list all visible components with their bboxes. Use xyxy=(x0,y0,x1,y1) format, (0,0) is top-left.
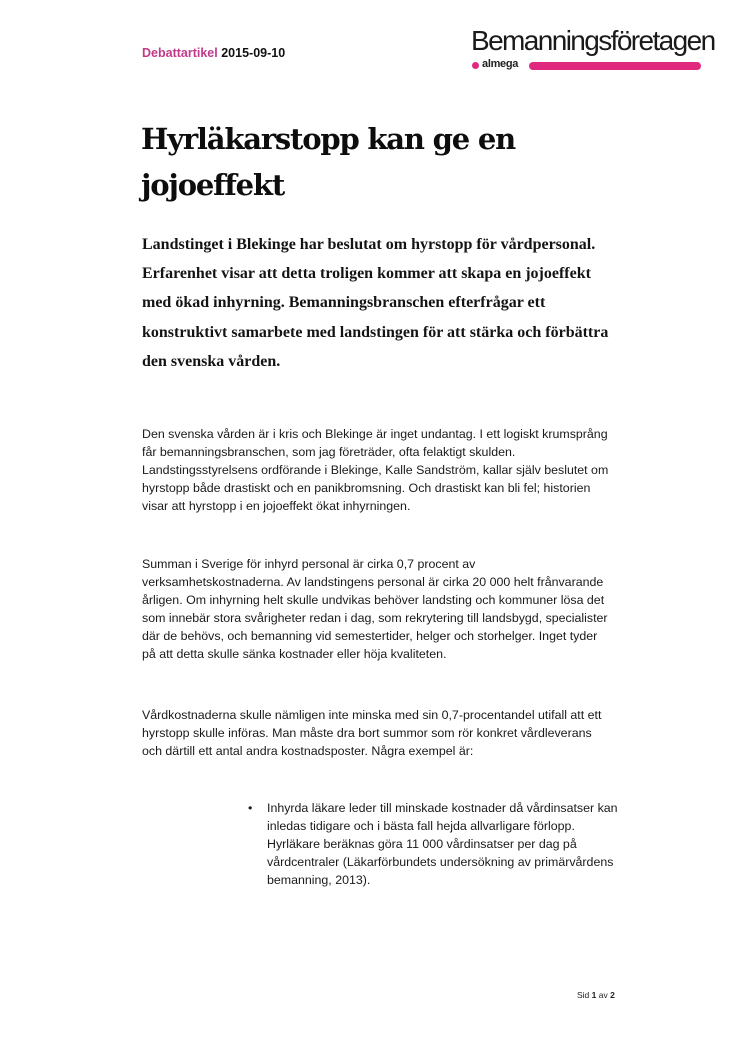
page-current: 1 xyxy=(591,990,597,1000)
page-total: 2 xyxy=(610,990,615,1000)
article-title: Hyrläkarstopp kan ge en jojoeffekt xyxy=(141,122,516,202)
logo-subbrand: almega xyxy=(482,58,519,70)
bullet-list xyxy=(248,799,618,889)
logo-accent-bar xyxy=(529,62,701,70)
article-meta xyxy=(142,46,285,60)
article-lead: Landstinget i Blekinge har beslutat om hyrstopp för vårdpersonal. Erfarenhet visar att detta troligen kommer att skapa en jojoeffekt med ökad inhyrning. Bemanningsbranschen efterfrågar ett konstruktivt samarbete med landstingen för att stärka och förbättra den svenska vården. xyxy=(142,236,609,370)
page-number xyxy=(577,990,615,1000)
logo-dot-icon xyxy=(472,62,479,69)
logo-wordmark: Bemanningsföretagen xyxy=(471,25,715,56)
bullet-icon: • xyxy=(248,801,253,815)
page-prefix: Sid xyxy=(577,990,590,1000)
body-paragraph: Summan i Sverige för inhyrd personal är cirka 0,7 procent av verksamhetskostnaderna. Av landstingens personal är cirka 20 000 helt frånvarande årligen. Om inhyrning helt skulle undvikas behöver landsting och kommuner lösa det som innebär stora svårigheter redan i dag, som rekrytering till landsbygd, specialister där de behövs, och bemanning vid semestertider, helger och storhelger. Inget tyder på att detta skulle sänka kostnader eller höja kvaliteten. xyxy=(142,557,608,662)
bullet-text: Inhyrda läkare leder till minskade kostnader då vårdinsatser kan inledas tidigare och i bästa fall hejda allvarligare förlopp. Hyrläkare beräknas göra 11 000 vårdinsatser per dag på vårdcentraler (Läkarförbundets undersökning av primärvårdens bemanning, 2013). xyxy=(267,801,618,888)
article-date: 2015-09-10 xyxy=(221,46,286,60)
body-paragraph: Den svenska vården är i kris och Blekinge är inget undantag. I ett logiskt krumsprång får bemanningsbranschen, som jag företräder, ofta felaktigt skulden. Landstingsstyrelsens ordförande i Blekinge, Kalle Sandström, kallar själv beslutet om hyrstopp både drastiskt och en panikbromsning. Och drastiskt kan bli fel; historien visar att hyrstopp i en jojoeffekt ökat inhyrningen. xyxy=(142,427,609,514)
bullet-item xyxy=(248,799,618,889)
body-paragraph: Vårdkostnaderna skulle nämligen inte minska med sin 0,7-procentandel utifall att ett hyrstopp skulle införas. Man måste dra bort summor som rör konkret vårdleverans och därtill ett antal andra kostnadsposter. Några exempel är: xyxy=(142,708,602,759)
article-category: Debattartikel xyxy=(142,46,218,60)
page-of: av xyxy=(598,990,608,1000)
company-logo xyxy=(471,24,715,76)
